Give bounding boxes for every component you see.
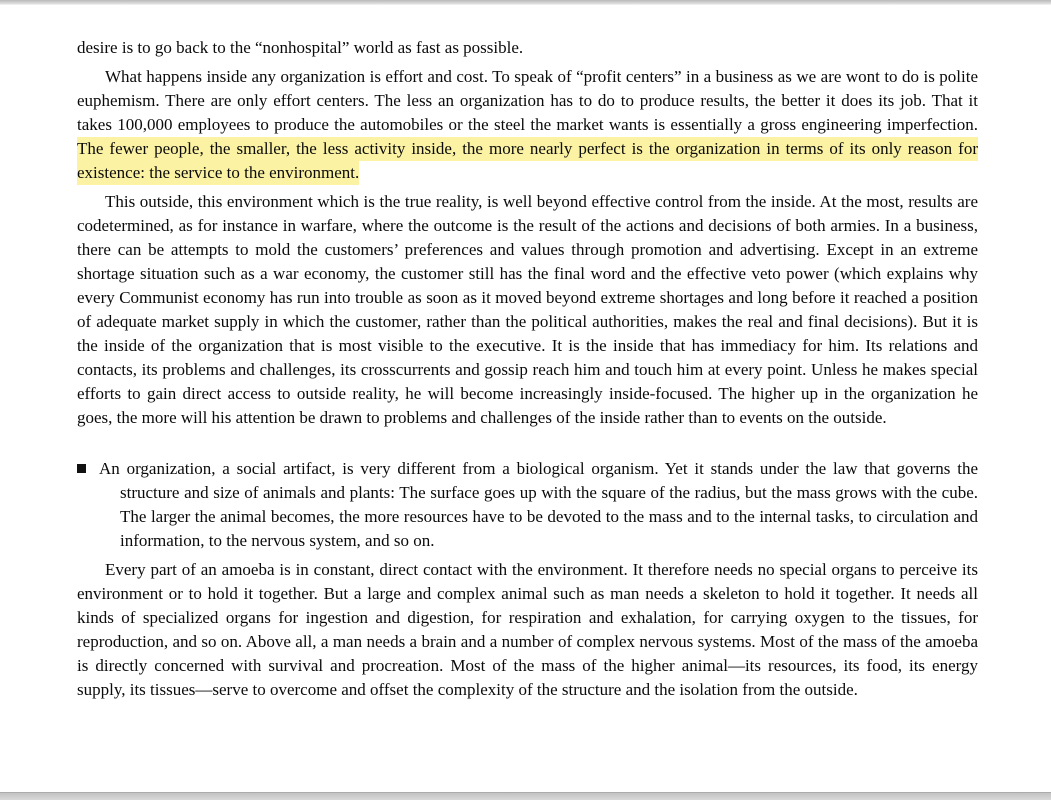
highlighted-passage[interactable]: The fewer people, the smaller, the less activity inside, the more nearly perfect is the organization in terms of its only reason for existence: the service to the environment. [77,137,978,185]
paragraph-text: Every part of an amoeba is in constant, direct contact with the environment. It therefore needs no special organs to perceive its environment or to hold it together. But a large and complex animal such as man needs a skeleton to hold it together. It needs all kinds of specialized organs for ingestion and digestion, for respiration and exhalation, for carrying oxygen to the tissues, for reproduction, and so on. Above all, a man needs a brain and a number of complex nervous systems. Most of the mass of the amoeba is directly concerned with survival and procreation. Most of the mass of the higher animal—its resources, its food, its energy supply, its tissues—serve to overcome and offset the complexity of the structure and the isolation from the outside. [77,560,978,699]
paragraph-continuation [77,36,978,60]
paragraph-outside-environment [77,190,978,430]
paragraph-text: This outside, this environment which is the true reality, is well beyond effective control from the inside. At the most, results are codetermined, as for instance in warfare, where the outcome is the result of the actions and decisions of both armies. In a business, there can be attempts to mold the customers’ preferences and values through promotion and advertising. Except in an extreme shortage situation such as a war economy, the customer still has the final word and the effective veto power (which explains why every Communist economy has run into trouble as soon as it moved beyond extreme shortages and long before it reached a position of adequate market supply in which the customer, rather than the political authorities, makes the real and final decisions). But it is the inside of the organization that is most visible to the executive. It is the inside that has immediacy for him. Its relations and contacts, its problems and challenges, its crosscurrents and gossip reach him and touch him at every point. Unless he makes special efforts to gain direct access to outside reality, he will become increasingly inside-focused. The higher up in the organization he goes, the more will his attention be drawn to problems and challenges of the inside rather than to events on the outside. [77,192,978,427]
paragraph-amoeba [77,558,978,702]
window-chrome-top-edge [0,0,1051,5]
paragraph-text: What happens inside any organization is effort and cost. To speak of “profit centers” in a business as we are wont to do is polite euphemism. There are only effort centers. The less an organization has to do to produce results, the better it does its job. That it takes 100,000 employees to produce the automobiles or the steel the market wants is essentially a gross engineering imperfection. [77,67,978,134]
paragraph-text: desire is to go back to the “nonhospital” world as fast as possible. [77,38,524,57]
window-chrome-bottom-edge [0,792,1051,800]
bullet-quote-block [77,457,978,553]
paragraph-effort-centers [77,65,978,185]
reader-page [77,36,978,707]
bullet-quote-text: An organization, a social artifact, is very different from a biological organism. Yet it stands under the law that governs the structure and size of animals and plants: The surface goes up with the square of the radius, but the mass grows with the cube. The larger the animal becomes, the more resources have to be devoted to the mass and to the internal tasks, to circulation and information, to the nervous system, and so on. [99,459,978,550]
bullet-square-icon [77,464,86,473]
